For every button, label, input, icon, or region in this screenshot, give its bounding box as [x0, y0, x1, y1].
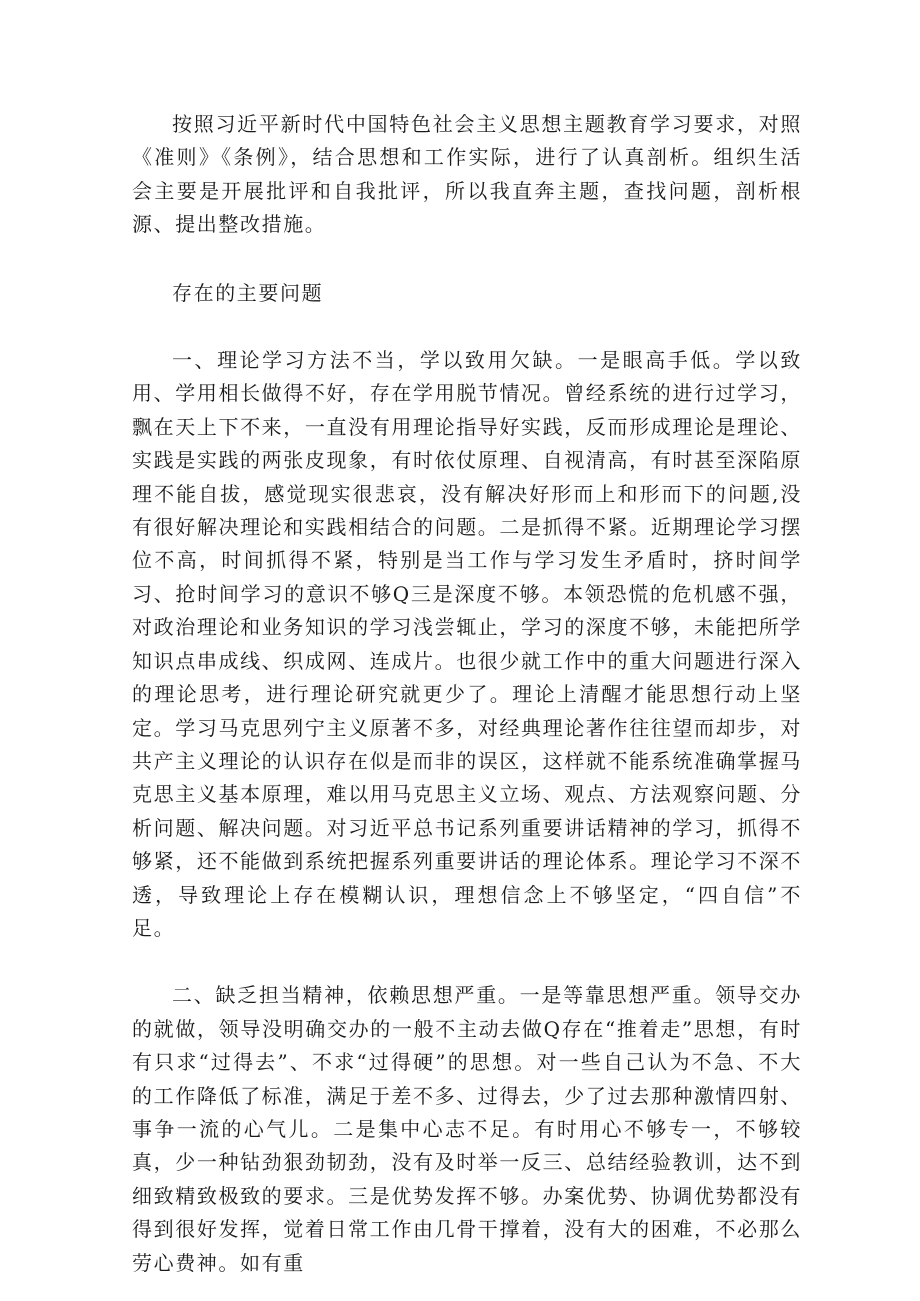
problem-2-paragraph: 二、缺乏担当精神，依赖思想严重。一是等靠思想严重。领导交办的就做，领导没明确交办的一般不主动去做Q存在“推着走”思想，有时有只求“过得去”、不求“过得硬”的思想。对一些自己认为不急、不大的工作降低了标准，满足于差不多、过得去，少了过去那种激情四射、事争一流的心气儿。二是集中心志不足。有时用心不够专一，不够较真，少一种钻劲狠劲韧劲，没有及时举一反三、总结经验教训，达不到细致精致极致的要求。三是优势发挥不够。办案优势、协调优势都没有得到很好发挥，觉着日常工作由几骨干撑着，没有大的困难，不必那么劳心费神。如有重	[132, 983, 802, 1275]
section-heading: 存在的主要问题	[172, 280, 324, 305]
problem-1-paragraph: 一、理论学习方法不当，学以致用欠缺。一是眼高手低。学以致用、学用相长做得不好，存在学用脱节情况。曾经系统的进行过学习，飘在天上下不来，一直没有用理论指导好实践，反而形成理论是理论、实践是实践的两张皮现象，有时依仗原理、自视清高，有时甚至深陷原理不能自拔，感觉现实很悲哀，没有解决好形而上和形而下的问题,没有很好解决理论和实践相结合的问题。二是抓得不紧。近期理论学习摆位不高，时间抓得不紧，特别是当工作与学习发生矛盾时，挤时间学习、抢时间学习的意识不够Q三是深度不够。本领恐慌的危机感不强，对政治理论和业务知识的学习浅尝辄止，学习的深度不够，未能把所学知识点串成线、织成网、连成片。也很少就工作中的重大问题进行深入的理论思考，进行理论研究就更少了。理论上清醒才能思想行动上坚定。学习马克思列宁主义原著不多，对经典理论著作往往望而却步，对共产主义理论的认识存在似是而非的误区，这样就不能系统准确掌握马克思主义基本原理，难以用马克思主义立场、观点、方法观察问题、分析问题、解决问题。对习近平总书记系列重要讲话精神的学习，抓得不够紧，还不能做到系统把握系列重要讲话的理论体系。理论学习不深不透，导致理论上存在模糊认识，理想信念上不够坚定，“四自信”不足。	[132, 348, 802, 940]
document-body	[132, 108, 802, 1280]
intro-paragraph: 按照习近平新时代中国特色社会主义思想主题教育学习要求，对照《准则》《条例》，结合思想和工作实际，进行了认真剖析。组织生活会主要是开展批评和自我批评，所以我直奔主题，查找问题，剖析根源、提出整改措施。	[132, 112, 802, 237]
